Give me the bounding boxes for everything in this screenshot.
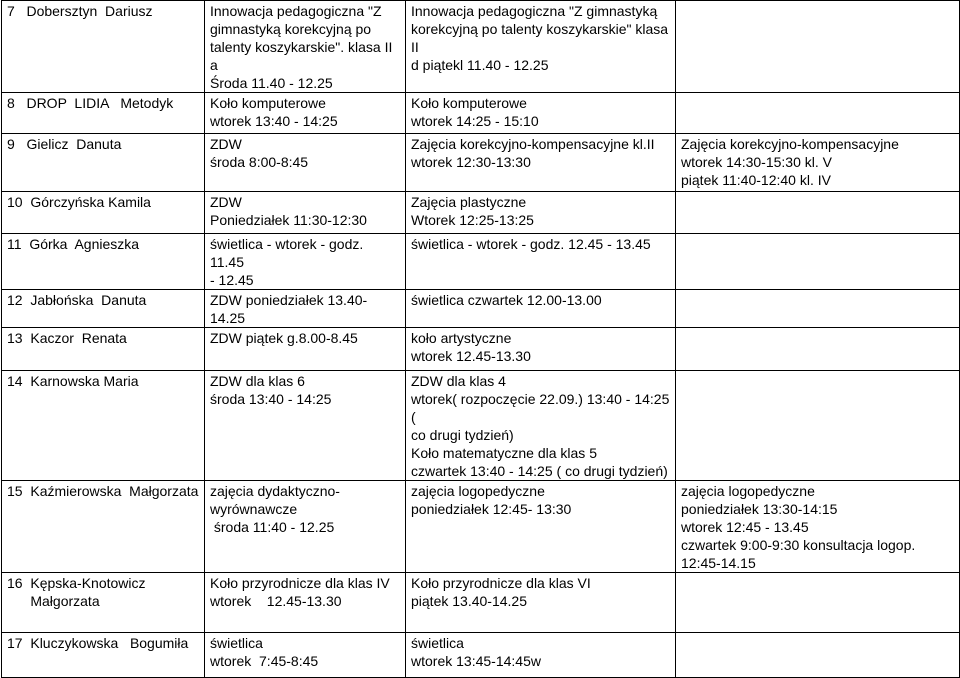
activity-cell-1 [205, 192, 406, 234]
cell-text-line: piątek 11:40-12:40 kl. IV [681, 172, 831, 188]
cell-text-line: 7 Dobersztyn Dariusz [7, 3, 153, 19]
cell-text-line: 12 Jabłońska Danuta [7, 292, 147, 308]
activity-cell-2 [406, 290, 676, 328]
cell-text-line: wtorek 13:45-14:45w [411, 653, 541, 669]
cell-text-line: środa 8:00-8:45 [210, 154, 309, 170]
teacher-name-cell [2, 1, 205, 93]
table-row [2, 1, 960, 93]
cell-text-line: wtorek 12:30-13:30 [411, 154, 531, 170]
cell-text-line: wtorek( rozpoczęcie 22.09.) 13:40 - 14:25 ( [411, 391, 674, 425]
cell-text-line: Koło przyrodnicze dla klas IV [210, 575, 390, 591]
activity-cell-1 [205, 633, 406, 678]
table-row [2, 481, 960, 573]
cell-text-line: wtorek 12.45-13.30 [411, 348, 531, 364]
table-row [2, 328, 960, 371]
table-row [2, 93, 960, 134]
teacher-name-cell [2, 192, 205, 234]
table-row [2, 234, 960, 290]
cell-text-line: Zajęcia plastyczne [411, 194, 527, 210]
table-row [2, 633, 960, 678]
cell-text-line: zajęcia logopedyczne [411, 483, 545, 499]
activity-cell-1 [205, 371, 406, 481]
cell-text-line: - 12.45 [210, 272, 254, 288]
activity-cell-3 [676, 481, 960, 573]
cell-text-line: wtorek 7:45-8:45 [210, 653, 319, 669]
activity-cell-1 [205, 290, 406, 328]
cell-text-line: 12:45-14.15 [681, 555, 756, 571]
cell-text-line: Koło komputerowe [210, 95, 326, 111]
cell-text-line: gimnastyką korekcyjną po [210, 21, 372, 37]
cell-text-line: ZDW dla klas 4 [411, 373, 506, 389]
table-row [2, 290, 960, 328]
activity-cell-2 [406, 1, 676, 93]
cell-text-line: 10 Górczyńska Kamila [7, 194, 151, 210]
cell-text-line: środa 11:40 - 12.25 [210, 519, 335, 535]
cell-text-line: korekcyjną po talenty koszykarskie" klasa II [411, 21, 672, 55]
activity-cell-2 [406, 328, 676, 371]
cell-text-line: ZDW piątek g.8.00-8.45 [210, 330, 358, 346]
cell-text-line: świetlica [210, 635, 263, 651]
activity-cell-2 [406, 192, 676, 234]
table-row [2, 192, 960, 234]
activity-cell-1 [205, 481, 406, 573]
activity-cell-2 [406, 633, 676, 678]
activity-cell-3 [676, 1, 960, 93]
cell-text-line: czwartek 9:00-9:30 konsultacja logop. [681, 537, 916, 553]
activity-cell-3 [676, 234, 960, 290]
teacher-name-cell [2, 234, 205, 290]
schedule-table [1, 0, 960, 678]
teacher-name-cell [2, 290, 205, 328]
activity-cell-1 [205, 573, 406, 633]
teacher-name-cell [2, 328, 205, 371]
cell-text-line: Innowacja pedagogiczna "Z [210, 3, 382, 19]
cell-text-line: Wtorek 12:25-13:25 [411, 212, 534, 228]
cell-text-line: Zajęcia korekcyjno-kompensacyjne kl.II [411, 136, 655, 152]
cell-text-line: wtorek 14:25 - 15:10 [411, 113, 539, 129]
cell-text-line: ZDW poniedziałek 13.40-14.25 [210, 292, 368, 326]
cell-text-line: Koło przyrodnicze dla klas VI [411, 575, 591, 591]
cell-text-line: zajęcia logopedyczne [681, 483, 815, 499]
cell-text-line: świetlica czwartek 12.00-13.00 [411, 292, 602, 308]
cell-text-line: Koło komputerowe [411, 95, 527, 111]
cell-text-line: Innowacja pedagogiczna "Z gimnastyką [411, 3, 658, 19]
cell-text-line: Zajęcia korekcyjno-kompensacyjne [681, 136, 899, 152]
activity-cell-3 [676, 93, 960, 134]
cell-text-line: 8 DROP LIDIA Metodyk [7, 95, 174, 111]
cell-text-line: ZDW dla klas 6 [210, 373, 305, 389]
cell-text-line: zajęcia dydaktyczno- [210, 483, 340, 499]
activity-cell-2 [406, 93, 676, 134]
table-row [2, 134, 960, 192]
cell-text-line: Małgorzata [7, 593, 100, 609]
cell-text-line: poniedziałek 12:45- 13:30 [411, 501, 572, 517]
cell-text-line: wtorek 13:40 - 14:25 [210, 113, 338, 129]
teacher-name-cell [2, 371, 205, 481]
activity-cell-2 [406, 371, 676, 481]
cell-text-line: 9 Gielicz Danuta [7, 136, 122, 152]
activity-cell-1 [205, 93, 406, 134]
cell-text-line: 14 Karnowska Maria [7, 373, 139, 389]
teacher-name-cell [2, 633, 205, 678]
activity-cell-3 [676, 328, 960, 371]
teacher-name-cell [2, 573, 205, 633]
cell-text-line: 16 Kępska-Knotowicz [7, 575, 146, 591]
cell-text-line: talenty koszykarskie". klasa II a [210, 39, 397, 73]
activity-cell-2 [406, 481, 676, 573]
cell-text-line: wtorek 12:45 - 13.45 [681, 519, 809, 535]
activity-cell-3 [676, 633, 960, 678]
cell-text-line: co drugi tydzień) [411, 427, 514, 443]
teacher-name-cell [2, 134, 205, 192]
teacher-name-cell [2, 93, 205, 134]
cell-text-line: czwartek 13:40 - 14:25 ( co drugi tydzień) [411, 463, 668, 479]
cell-text-line: świetlica [411, 635, 464, 651]
table-row [2, 573, 960, 633]
teacher-name-cell [2, 481, 205, 573]
cell-text-line: piątek 13.40-14.25 [411, 593, 527, 609]
cell-text-line: Środa 11.40 - 12.25 [210, 75, 333, 91]
activity-cell-3 [676, 371, 960, 481]
activity-cell-1 [205, 234, 406, 290]
cell-text-line: wtorek 12.45-13.30 [210, 593, 342, 609]
cell-text-line: 17 Kluczykowska Bogumiła [7, 635, 189, 651]
cell-text-line: d piątekl 11.40 - 12.25 [411, 57, 549, 73]
cell-text-line: Poniedziałek 11:30-12:30 [210, 212, 367, 228]
cell-text-line: 11 Górka Agnieszka [7, 236, 140, 252]
activity-cell-3 [676, 573, 960, 633]
activity-cell-1 [205, 1, 406, 93]
activity-cell-2 [406, 573, 676, 633]
activity-cell-1 [205, 134, 406, 192]
table-row [2, 371, 960, 481]
cell-text-line: Koło matematyczne dla klas 5 [411, 445, 597, 461]
activity-cell-2 [406, 234, 676, 290]
cell-text-line: ZDW [210, 194, 242, 210]
cell-text-line: koło artystyczne [411, 330, 512, 346]
activity-cell-1 [205, 328, 406, 371]
schedule-rows [2, 1, 960, 678]
cell-text-line: ZDW [210, 136, 242, 152]
cell-text-line: 15 Kaźmierowska Małgorzata [7, 483, 199, 499]
activity-cell-3 [676, 192, 960, 234]
cell-text-line: świetlica - wtorek - godz. 11.45 [210, 236, 368, 270]
activity-cell-2 [406, 134, 676, 192]
cell-text-line: środa 13:40 - 14:25 [210, 391, 332, 407]
activity-cell-3 [676, 134, 960, 192]
cell-text-line: poniedziałek 13:30-14:15 [681, 501, 838, 517]
cell-text-line: 13 Kaczor Renata [7, 330, 127, 346]
cell-text-line: świetlica - wtorek - godz. 12.45 - 13.45 [411, 236, 651, 252]
cell-text-line: wtorek 14:30-15:30 kl. V [681, 154, 832, 170]
cell-text-line: wyrównawcze [210, 501, 298, 517]
activity-cell-3 [676, 290, 960, 328]
